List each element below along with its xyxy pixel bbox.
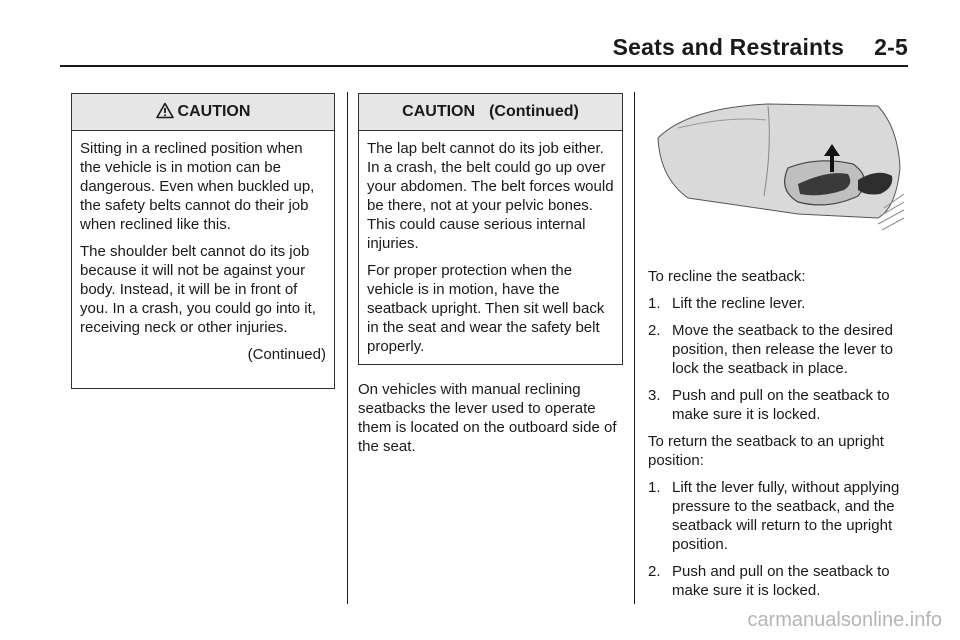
intro-text: To return the seatback to an upright position: <box>648 433 884 469</box>
step-text: Push and pull on the seatback to make sure it is locked. <box>672 563 890 599</box>
right-column-text <box>648 267 910 608</box>
caution-header <box>72 94 334 131</box>
list-item <box>648 386 910 424</box>
caution-header <box>359 94 622 131</box>
seat-recline-lever-illustration <box>648 98 908 248</box>
step-text: Lift the recline lever. <box>672 295 806 312</box>
caution-body <box>359 131 622 370</box>
step-text: Lift the lever fully, without applying pressure to the seatback, and the seatback will return to the upright position. <box>672 479 900 553</box>
page-title <box>613 34 908 61</box>
list-item <box>648 478 910 554</box>
page-header <box>60 28 908 67</box>
step-number: 2. <box>648 322 661 339</box>
caution-paragraph: The shoulder belt cannot do its job because it will not be against your body. Instead, it will be in front of you. In a crash, you could go into it, receiving neck or other injuries. <box>80 243 316 336</box>
page-number: 2-5 <box>874 34 908 60</box>
step-text: Move the seatback to the desired position, then release the lever to lock the seatback in place. <box>672 322 893 377</box>
caution-label: CAUTION <box>402 103 476 120</box>
list-item <box>648 321 910 378</box>
column-divider <box>634 92 635 604</box>
column-divider <box>347 92 348 604</box>
step-number: 2. <box>648 563 661 580</box>
step-number: 3. <box>648 387 661 404</box>
caution-box <box>71 93 335 389</box>
section-title: Seats and Restraints <box>612 34 845 60</box>
list-item <box>648 562 910 600</box>
continued-note: (Continued) <box>247 346 326 363</box>
watermark: carmanualsonline.info <box>747 609 942 631</box>
list-item <box>648 294 910 313</box>
middle-text <box>358 380 620 464</box>
intro-text: To recline the seatback: <box>648 268 806 285</box>
caution-paragraph: For proper protection when the vehicle is in motion, have the seatback upright. Then sit well back in the seat and wear the safety belt properly. <box>367 262 605 355</box>
caution-label-suffix: (Continued) <box>489 103 579 120</box>
body-paragraph: On vehicles with manual reclining seatbacks the lever used to operate them is located on the outboard side of the seat. <box>358 381 617 455</box>
caution-paragraph: The lap belt cannot do its job either. In a crash, the belt could go up over your abdomen. The belt forces would be there, not at your pelvic bones. This could cause serious internal injuries. <box>367 140 614 252</box>
warning-triangle-icon <box>156 102 174 119</box>
step-number: 1. <box>648 479 661 496</box>
step-text: Push and pull on the seatback to make sure it is locked. <box>672 387 890 423</box>
caution-label: CAUTION <box>177 103 251 120</box>
step-number: 1. <box>648 295 661 312</box>
caution-box-continued <box>358 93 623 365</box>
caution-body <box>72 131 334 370</box>
caution-paragraph: Sitting in a reclined position when the vehicle is in motion can be dangerous. Even when buckled up, the safety belts cannot do their job when reclined like this. <box>80 140 315 233</box>
